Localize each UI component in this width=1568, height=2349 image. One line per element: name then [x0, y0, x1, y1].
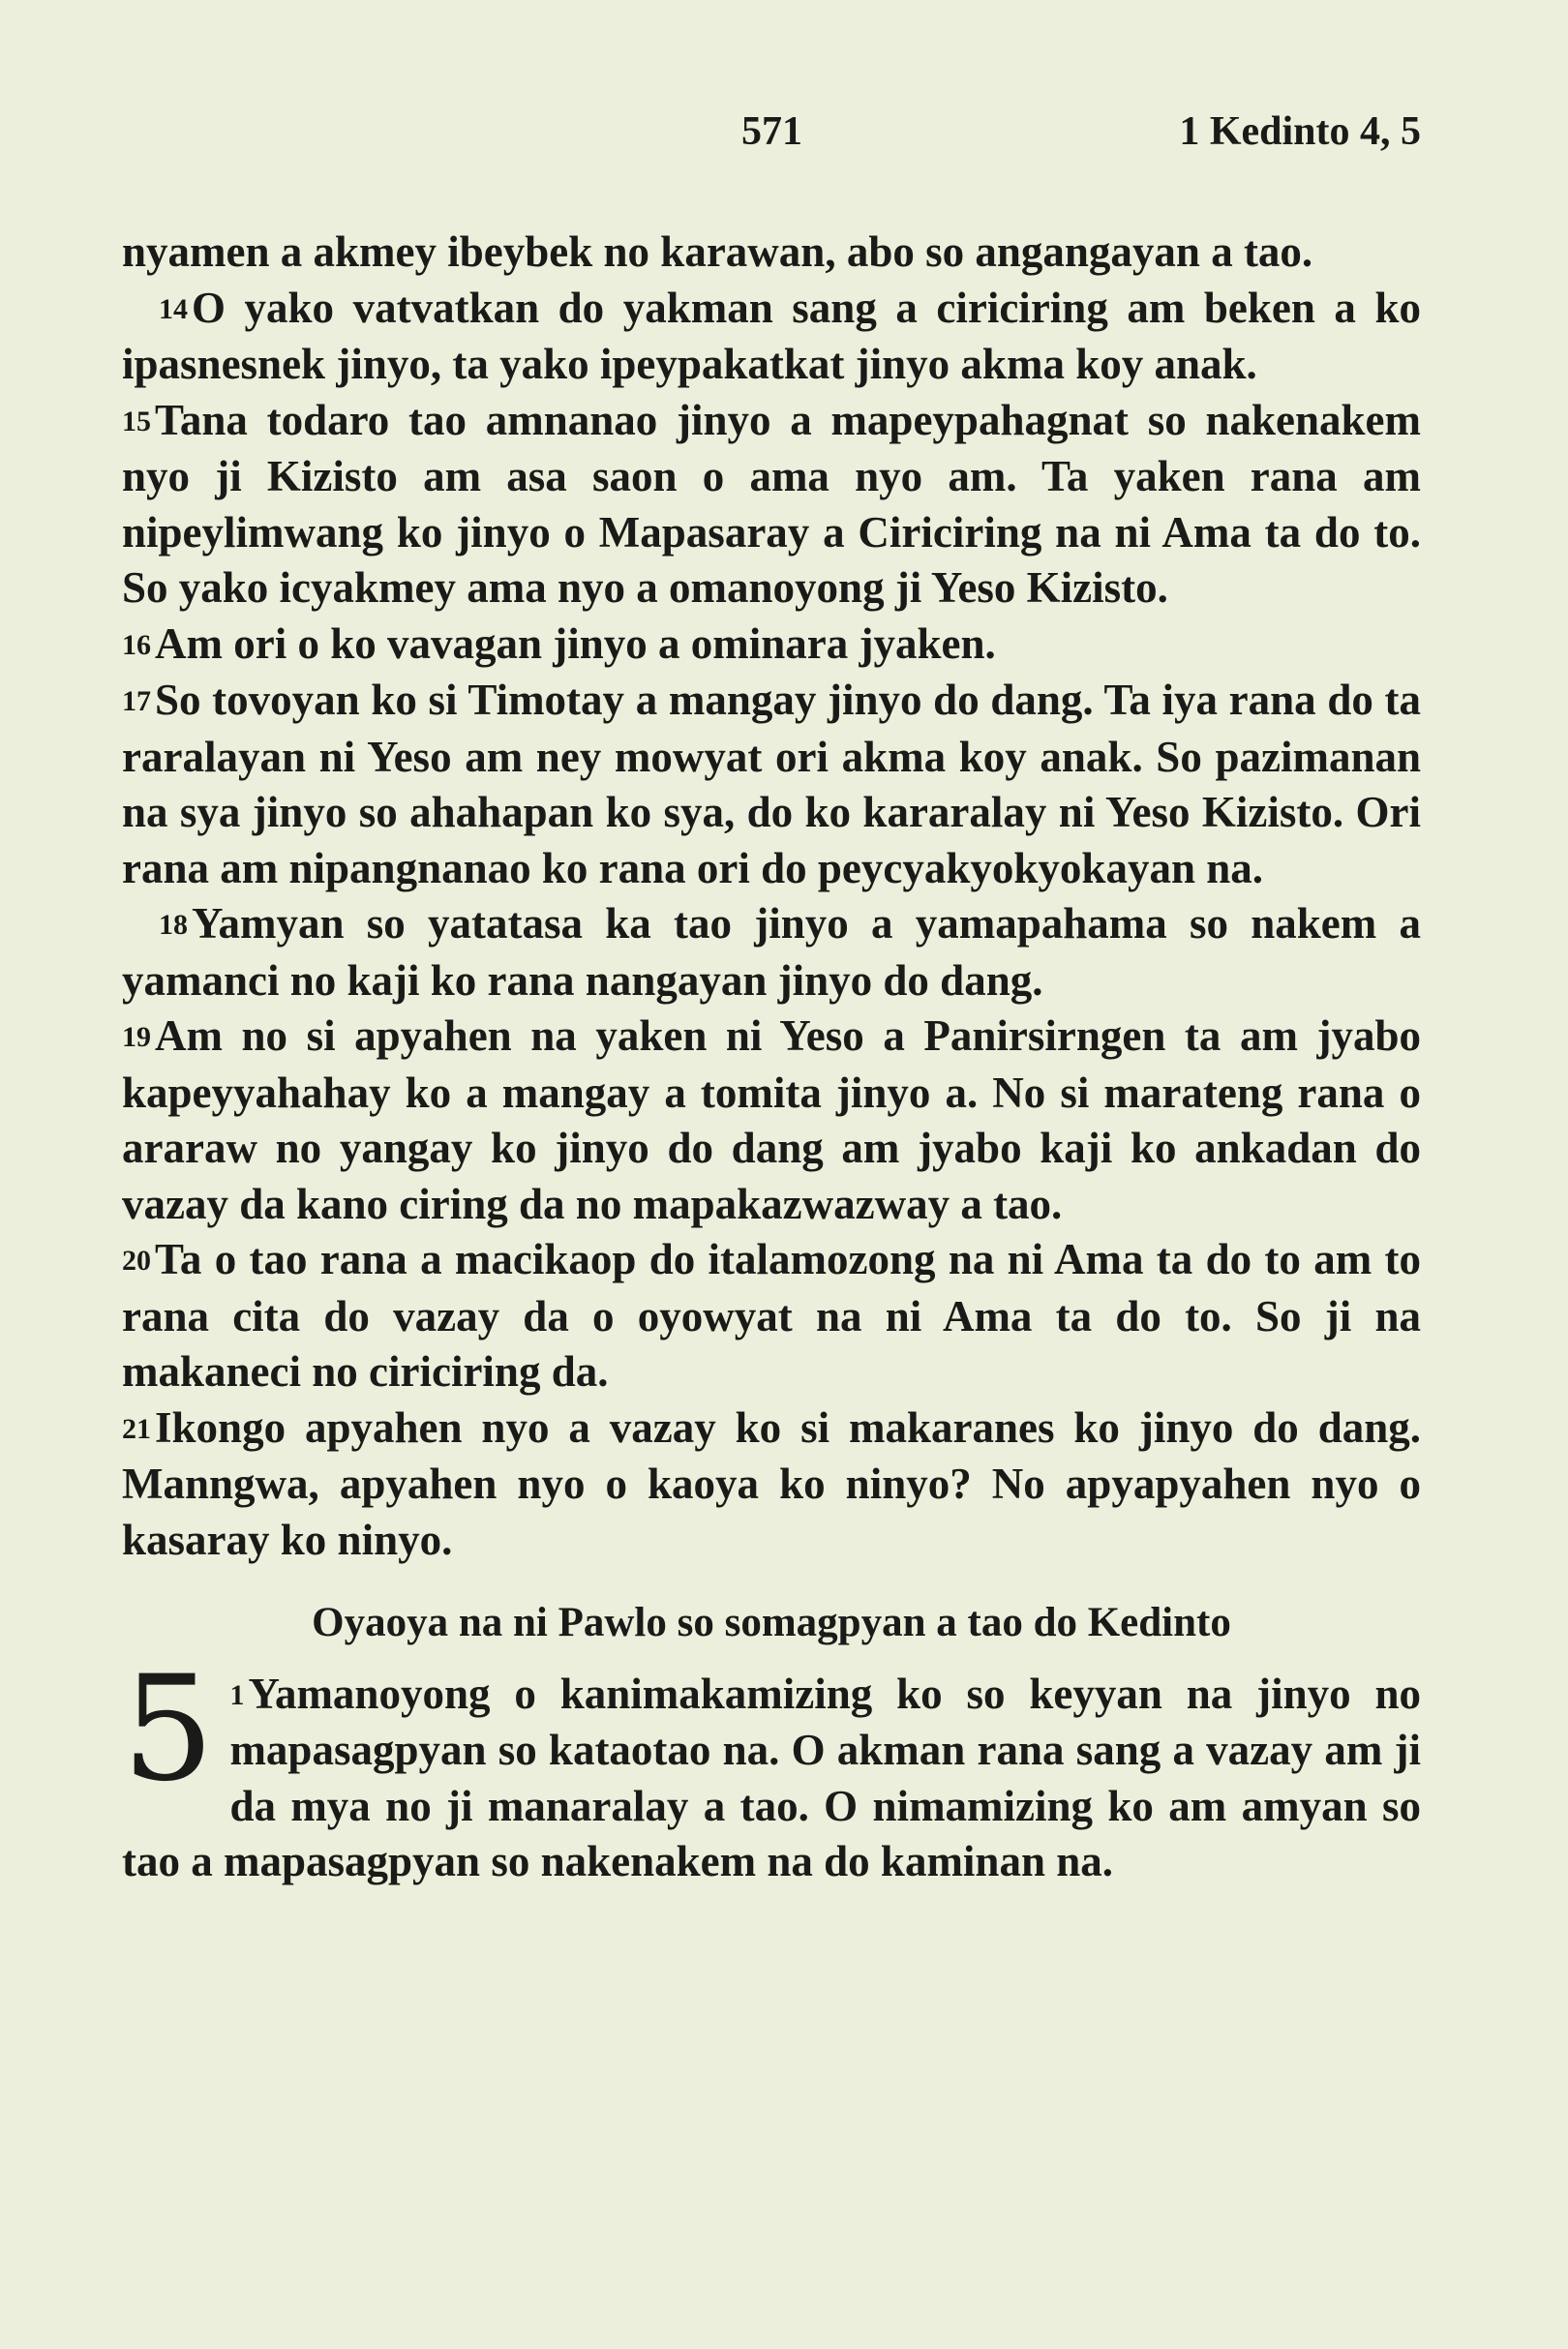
- verse-text: Tana todaro tao amnanao jinyo a mapeypahagnat so nakenakem nyo ji Kizisto am asa saon o ama nyo am. Ta yaken rana am nipeylimwang ko jinyo o Mapasaray a Ciriciring na ni Ama ta do to. So yako icyakmey ama nyo a omanoyong ji Yeso Kizisto.: [122, 395, 1421, 612]
- verse-paragraph: [122, 673, 1421, 896]
- page-number: 571: [741, 109, 802, 154]
- running-head: 1 Kedinto 4, 5: [1179, 109, 1421, 154]
- verse-text: So tovoyan ko si Timotay a mangay jinyo do dang. Ta iya rana do ta raralayan ni Yeso am ney mowyat ori akma koy anak. So pazimanan na sya jinyo so ahahapan ko sya, do ko kararalay ni Yeso Kizisto. Ori rana am nipangnanao ko rana ori do peycyakyokyokayan na.: [122, 676, 1421, 892]
- section-heading: Oyaoya na ni Pawlo so somagpyan a tao do Kedinto: [312, 1600, 1231, 1645]
- verse-text: Yamyan so yatatasa ka tao jinyo a yamapahama so nakem a yamanci no kaji ko rana nangayan jinyo do dang.: [122, 899, 1421, 1005]
- text-body: [122, 225, 1421, 1890]
- verse-text: Ikongo apyahen nyo a vazay ko si makaranes ko jinyo do dang. Manngwa, apyahen nyo o kaoya ko ninyo? No apyapyahen nyo o kasaray ko ninyo.: [122, 1402, 1421, 1564]
- verse-text: Ta o tao rana a macikaop do italamozong na ni Ama ta do to am to rana cita do vazay da o oyowyat na ni Ama ta do to. So ji na makaneci no ciriciring da.: [122, 1235, 1421, 1396]
- verse-text: O yako vatvatkan do yakman sang a ciriciring am beken a ko ipasnesnek jinyo, ta yako ipeypakatkat jinyo akma koy anak.: [122, 283, 1421, 388]
- verse-paragraph: [122, 393, 1421, 617]
- verse-number: 21: [122, 1412, 151, 1445]
- verse-paragraph: [122, 617, 1421, 674]
- verse-text: Am ori o ko vavagan jinyo a ominara jyaken.: [155, 618, 996, 668]
- verse-text: Am no si apyahen na yaken ni Yeso a Panirsirngen ta am jyabo kapeyyahahay ko a mangay a tomita jinyo a. No si marateng rana o araraw no yangay ko jinyo do dang am jyabo kaji ko ankadan do vazay da kano ciring da no mapakazwazway a tao.: [122, 1011, 1421, 1228]
- verse-paragraph: [122, 1009, 1421, 1232]
- verse-paragraph: [122, 1232, 1421, 1400]
- chapter-paragraph: [122, 1644, 1421, 1890]
- verse-number: 15: [122, 405, 151, 437]
- paragraph-continuation: [122, 225, 1421, 281]
- verse-text: Yamanoyong o kanimakamizing ko so keyyan na jinyo no mapasagpyan so kataotao na. O akman rana sang a vazay am ji da mya no ji manaralay a tao. O nimamizing ko am amyan so tao a mapasagpyan so nakenakem na do kaminan na.: [122, 1669, 1421, 1885]
- verse-number: 20: [122, 1245, 151, 1277]
- verse-number: 1: [229, 1678, 245, 1711]
- verse-paragraph: [122, 1400, 1421, 1569]
- verse-number: 16: [122, 628, 151, 661]
- verse-paragraph: [122, 896, 1421, 1009]
- verse-number: 18: [159, 909, 188, 941]
- page-header: [122, 108, 1421, 166]
- chapter-number: 5: [122, 1644, 215, 1814]
- verse-number: 17: [122, 685, 151, 717]
- paragraph-text: nyamen a akmey ibeybek no karawan, abo so angangayan a tao.: [122, 227, 1313, 276]
- verse-paragraph: [122, 281, 1421, 393]
- verse-number: 19: [122, 1021, 151, 1053]
- verse-number: 14: [159, 292, 188, 325]
